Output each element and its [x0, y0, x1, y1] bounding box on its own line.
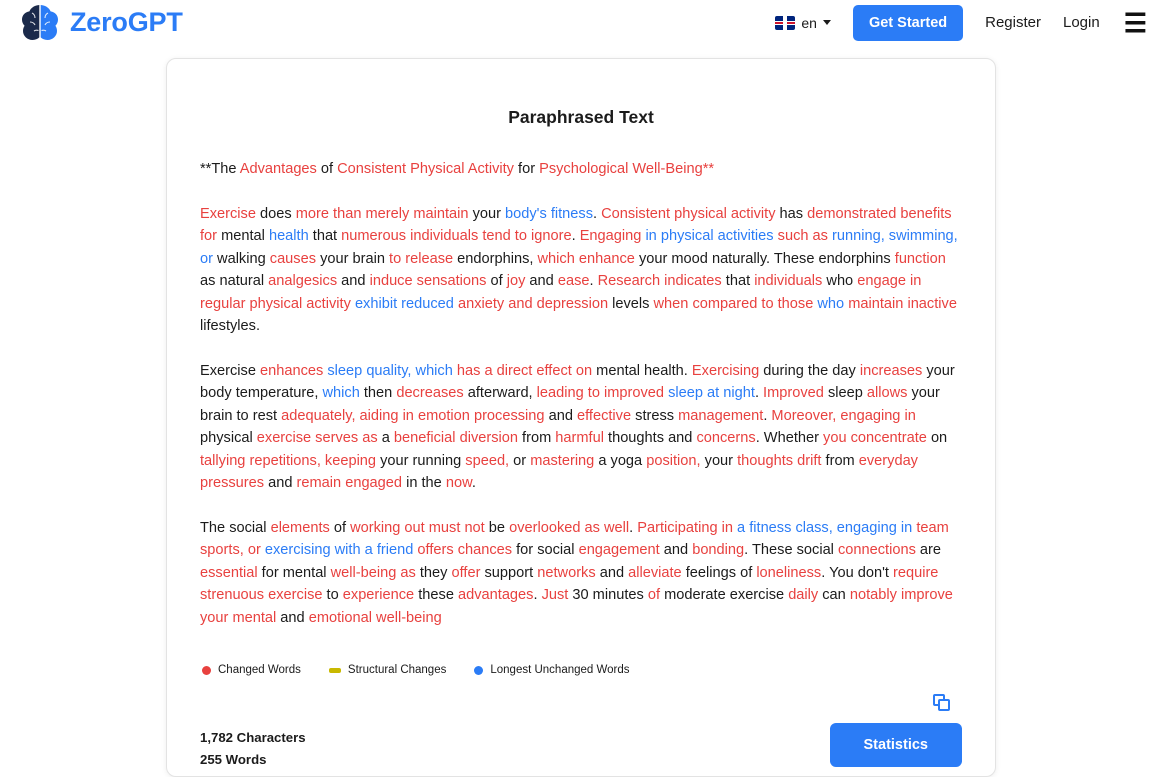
text-segment: and [264, 475, 297, 491]
highlight-changed: working out must not [350, 519, 485, 536]
text-segment: or [509, 452, 531, 469]
highlight-long: exhibit reduced [354, 295, 454, 312]
highlight-long: body's fitness [505, 205, 593, 222]
highlight-changed: Research indicates [597, 273, 722, 289]
highlight-changed: experience [342, 587, 415, 603]
text-segment: levels [608, 295, 654, 312]
highlight-changed: you concentrate [823, 430, 927, 446]
highlight-long: sleep quality, which [327, 362, 453, 379]
highlight-long: which [322, 385, 360, 401]
highlight-changed: loneliness [756, 564, 822, 581]
brand-name: ZeroGPT [70, 7, 183, 37]
highlight-changed: when compared to those [653, 295, 814, 312]
highlight-changed: decreases [396, 385, 464, 401]
text-segment: . [471, 475, 476, 491]
highlight-changed: exercise serves as [256, 430, 378, 446]
highlight-changed: notably improve your mental [200, 587, 953, 626]
paragraph [200, 158, 962, 181]
highlight-long: health [268, 228, 309, 244]
legend-label-longest: Longest Unchanged Words [490, 664, 630, 676]
highlight-changed: leading to improved [536, 385, 665, 401]
highlight-changed: causes [269, 250, 317, 267]
legend-label-changed: Changed Words [218, 664, 301, 676]
text-segment: lifestyles. [200, 318, 261, 334]
text-segment: during the day [759, 362, 860, 379]
highlight-changed: speed, [465, 452, 510, 469]
text-segment: and [337, 273, 370, 289]
legend-item-longest [474, 664, 629, 676]
highlight-changed: bonding [692, 542, 745, 558]
highlight-changed: harmful [555, 430, 604, 446]
text-segment: for [513, 161, 540, 177]
text-segment: . [754, 385, 764, 401]
statistics-button[interactable]: Statistics [830, 723, 962, 767]
highlight-changed: has a direct effect on [456, 362, 593, 379]
paragraph [200, 203, 962, 338]
text-segment: a [377, 430, 394, 446]
highlight-changed: now [445, 475, 472, 491]
text-segment: stress [631, 407, 679, 424]
highlight-changed: function [894, 250, 946, 267]
text-segment: endorphins, [453, 250, 538, 267]
copy-row [200, 694, 962, 711]
text-segment: your brain [316, 250, 390, 267]
language-selector[interactable] [775, 15, 831, 31]
highlight-changed: Engaging [579, 228, 642, 244]
highlight-changed: adequately, aiding in emotion processing [281, 407, 545, 424]
highlight-changed: beneficial diversion [393, 430, 518, 446]
text-segment: and [595, 564, 629, 581]
text-segment: can [818, 587, 850, 603]
text-segment: . Whether [755, 430, 824, 446]
text-segment: walking [212, 250, 270, 267]
legend-bar-structural-icon [329, 668, 341, 673]
highlight-changed: remain engaged [296, 475, 403, 491]
text-segment: your brain to rest [200, 385, 940, 424]
text-segment: your running [376, 452, 466, 469]
text-segment: of [329, 519, 351, 536]
text-segment: physical [200, 430, 257, 446]
highlight-changed: thoughts drift [737, 452, 822, 469]
text-segment: feelings of [681, 564, 757, 581]
highlight-long: running, swimming, or [200, 228, 958, 267]
text-segment: as natural [200, 273, 269, 289]
highlight-long: sleep at night [668, 385, 755, 401]
highlight-changed: of [647, 587, 661, 603]
legend [200, 664, 962, 676]
text-segment: of [316, 161, 338, 177]
highlight-changed: more than [295, 205, 362, 222]
text-segment: of [486, 273, 507, 289]
text-segment: and [659, 542, 693, 558]
text-segment: on [926, 430, 948, 446]
highlight-changed: Moreover, engaging in [771, 407, 916, 424]
copy-icon[interactable] [933, 694, 950, 711]
counts-block [200, 727, 306, 771]
text-segment: for mental [257, 564, 331, 581]
text-segment: then [359, 385, 397, 401]
highlight-changed: demonstrated benefits for [200, 205, 952, 244]
text-segment: from [821, 452, 859, 469]
text-segment: and [525, 273, 558, 289]
page-title: Paraphrased Text [508, 107, 654, 127]
text-segment: afterward, [463, 385, 537, 401]
highlight-changed: analgesics [268, 273, 338, 289]
text-segment: they [415, 564, 452, 581]
hamburger-menu-icon[interactable]: ☰ [1123, 7, 1147, 38]
highlight-changed: alleviate [628, 564, 682, 581]
text-segment: that [308, 228, 342, 244]
word-count: 255 Words [200, 752, 267, 767]
brain-logo-icon [18, 1, 62, 45]
highlight-changed: Consistent Physical Activity [337, 161, 514, 177]
text-segment: thoughts and [603, 430, 697, 446]
highlight-changed: individuals [754, 273, 823, 289]
highlight-changed: essential [200, 564, 258, 581]
text-segment: 30 minutes [568, 587, 648, 603]
text-segment: . [593, 205, 602, 222]
highlight-changed: engagement [578, 542, 660, 558]
highlight-changed: mastering [530, 452, 595, 469]
text-segment: moderate exercise [660, 587, 789, 603]
chevron-down-icon [823, 20, 831, 25]
text-segment: mental health. [592, 362, 692, 379]
highlight-changed: Exercise [200, 205, 256, 222]
text-segment: your [468, 205, 506, 222]
card-footer [200, 727, 962, 771]
highlight-changed: overlooked as well [509, 519, 630, 536]
register-link[interactable]: Register [985, 14, 1041, 31]
highlight-changed: everyday pressures [200, 452, 918, 491]
highlight-changed: such as [777, 228, 828, 244]
highlight-changed: Just [541, 587, 569, 603]
character-count: 1,782 Characters [200, 730, 306, 745]
language-label: en [801, 14, 817, 31]
highlight-long: in physical activities [645, 228, 774, 244]
highlight-changed: well-being as [330, 564, 416, 581]
text-segment: that [721, 273, 755, 289]
text-segment: who [822, 273, 858, 289]
highlight-changed: enhances [260, 362, 324, 379]
highlight-changed: require strenuous exercise [200, 564, 939, 603]
highlight-changed: Participating in [637, 519, 733, 536]
get-started-button[interactable]: Get Started [853, 5, 963, 41]
header-actions [775, 5, 1147, 41]
paraphrased-text-card [166, 58, 996, 777]
highlight-changed: allows [866, 385, 908, 401]
text-segment: . You don't [821, 564, 893, 581]
legend-dot-longest-icon [474, 666, 483, 675]
text-segment: and [544, 407, 577, 424]
text-segment: . [763, 407, 772, 424]
text-segment: a yoga [594, 452, 647, 469]
highlight-changed: ease [557, 273, 590, 289]
text-segment: . [533, 587, 542, 603]
site-header [0, 0, 1165, 46]
text-segment: from [518, 430, 556, 446]
highlight-changed: elements [270, 519, 330, 536]
highlight-changed: management [678, 407, 764, 424]
text-segment: does [255, 205, 296, 222]
highlight-changed: merely maintain [365, 205, 469, 222]
text-segment: The social [200, 519, 271, 536]
highlight-changed: connections [837, 542, 916, 558]
text-segment: support [480, 564, 538, 581]
text-segment: be [484, 519, 510, 536]
brand-logo[interactable] [18, 1, 183, 45]
highlight-changed: team sports, or [200, 519, 949, 558]
highlight-long: exercising with a friend [264, 542, 414, 558]
highlight-changed: increases [859, 362, 923, 379]
highlight-changed: daily [788, 587, 819, 603]
text-segment: to [322, 587, 343, 603]
uk-flag-icon [775, 16, 795, 30]
highlight-changed: anxiety and depression [457, 295, 609, 312]
text-segment: for social [512, 542, 579, 558]
text-segment: your mood naturally. These endorphins [634, 250, 895, 267]
highlight-long: a fitness class, engaging in [737, 519, 913, 536]
highlight-changed: Exercising [691, 362, 760, 379]
highlight-changed: offers chances [417, 542, 513, 558]
highlight-changed: which enhance [537, 250, 635, 267]
highlight-changed: Improved [763, 385, 824, 401]
highlight-changed: Advantages [239, 161, 317, 177]
highlight-changed: maintain inactive [848, 295, 957, 312]
highlight-changed: Psychological Well-Being** [539, 161, 715, 177]
text-segment: and [276, 609, 309, 626]
text-segment: **The [200, 161, 240, 177]
login-link[interactable]: Login [1062, 14, 1100, 31]
highlight-changed: offer [451, 564, 481, 581]
highlight-changed: numerous individuals tend to ignore [341, 228, 572, 244]
highlight-changed: induce sensations [369, 273, 487, 289]
text-segment: . [629, 519, 638, 536]
text-segment: . [589, 273, 598, 289]
highlight-changed: position, [646, 452, 701, 469]
highlight-changed: joy [506, 273, 526, 289]
highlight-changed: Consistent physical activity [601, 205, 776, 222]
highlight-changed: tallying repetitions, keeping [200, 452, 377, 469]
highlight-changed: effective [577, 407, 632, 424]
text-segment: sleep [823, 385, 867, 401]
legend-item-structural [329, 664, 446, 676]
highlight-changed: concerns [696, 430, 756, 446]
text-segment: Exercise [200, 362, 261, 379]
highlight-changed: networks [537, 564, 596, 581]
highlight-long: who [817, 295, 845, 312]
text-segment: these [414, 587, 458, 603]
text-segment: your [700, 452, 738, 469]
highlight-changed: emotional well-being [308, 609, 442, 626]
highlight-changed: advantages [458, 587, 534, 603]
paraphrased-text-body [200, 158, 962, 629]
legend-dot-changed-icon [202, 666, 211, 675]
legend-label-structural: Structural Changes [347, 664, 447, 676]
legend-item-changed [202, 664, 301, 676]
highlight-changed: engage in regular physical activity [200, 273, 922, 312]
text-segment: . [571, 228, 580, 244]
text-segment: your body temperature, [200, 362, 955, 401]
paragraph [200, 360, 962, 495]
text-segment: mental [217, 228, 269, 244]
highlight-changed: to release [389, 250, 454, 267]
text-segment: . These social [744, 542, 838, 558]
text-segment: in the [402, 475, 446, 491]
paragraph [200, 517, 962, 630]
text-segment: are [915, 542, 942, 558]
text-segment: has [775, 205, 808, 222]
